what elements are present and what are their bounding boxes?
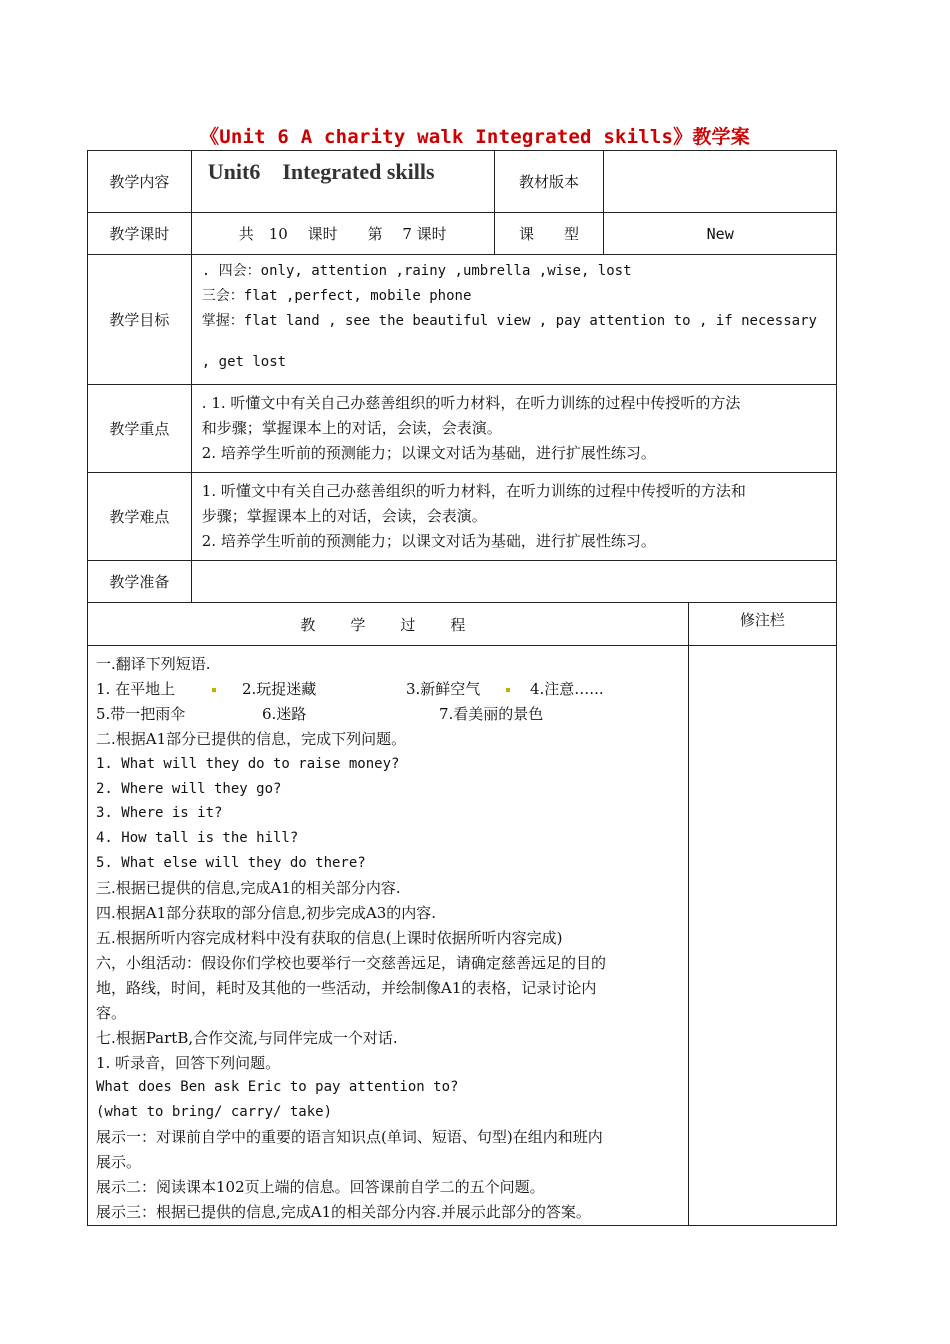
question-line: 2. Where will they go? (96, 780, 282, 797)
notes-column (688, 646, 836, 1226)
period-value: 共 10 课时 第 7 课时 (191, 213, 494, 255)
type-label: 课 型 (494, 213, 604, 255)
phrase-item: 1. 在平地上 (96, 679, 176, 698)
question-line: 5. What else will they do there? (96, 855, 366, 872)
unit-title: Unit6 Integrated skills (207, 159, 435, 184)
process-content (88, 646, 689, 1226)
show-line: 展示。 (96, 1153, 142, 1172)
step-line: 五.根据所听内容完成材料中没有获取的信息(上课时依据所听内容完成) (96, 928, 563, 947)
document-title: 《Unit 6 A charity walk Integrated skills》教学案 (200, 126, 750, 148)
goal-line: , get lost (201, 354, 287, 370)
question-line: 3. Where is it? (96, 805, 223, 822)
phrases-heading: 一.翻译下列短语. (96, 655, 211, 673)
step-line: 六，小组活动：假设你们学校也要举行一交慈善远足，请确定慈善远足的目的 (96, 953, 607, 972)
difficulty-line: 步骤；掌握课本上的对话，会读，会表演。 (201, 507, 487, 525)
step-line: 七.根据PartB,合作交流,与同伴完成一个对话. (96, 1028, 398, 1047)
phrase-item: 6.迷路 (262, 704, 307, 723)
question-line: 1. What will they do to raise money? (96, 755, 400, 772)
key-point-line: 2. 培养学生听前的预测能力；以课文对话为基础，进行扩展性练习。 (201, 444, 656, 462)
difficulty-line: 2. 培养学生听前的预测能力；以课文对话为基础，进行扩展性练习。 (201, 532, 656, 550)
phrase-item: 2.玩捉迷藏 (242, 679, 317, 698)
edition-value (604, 151, 837, 213)
goals-label: 教学目标 (88, 255, 192, 385)
phrase-item: 4.注意…... (530, 679, 604, 698)
key-points-content (191, 385, 836, 473)
marker-dot (506, 688, 510, 692)
listening-hint: (what to bring/ carry/ take) (96, 1104, 333, 1121)
step-line: 1. 听录音，回答下列问题。 (96, 1053, 281, 1072)
phrase-item: 7.看美丽的景色 (439, 704, 544, 723)
phrase-row (96, 702, 680, 727)
difficulties-content (191, 473, 836, 561)
type-value: New (604, 213, 837, 255)
process-header: 教 学 过 程 (88, 603, 689, 646)
phrase-row (96, 677, 680, 702)
edition-label: 教材版本 (494, 151, 604, 213)
phrase-item: 3.新鲜空气 (406, 679, 481, 698)
step-line: 四.根据A1部分获取的部分信息,初步完成A3的内容. (96, 904, 437, 923)
show-line: 展示三：根据已提供的信息,完成A1的相关部分内容.并展示此部分的答案。 (96, 1202, 591, 1221)
lesson-info-table (87, 150, 837, 603)
key-point-line: . 1. 听懂文中有关自己办慈善组织的听力材料，在听力训练的过程中传授听的方法 (201, 394, 741, 412)
questions-heading: 二.根据A1部分已提供的信息，完成下列问题。 (96, 729, 407, 748)
content-label: 教学内容 (88, 151, 192, 213)
marker-dot (212, 688, 216, 692)
notes-header: 修注栏 (688, 603, 836, 646)
content-value (191, 151, 494, 213)
difficulties-label: 教学难点 (88, 473, 192, 561)
preparation-label: 教学准备 (88, 561, 192, 603)
goals-content (191, 255, 836, 385)
goal-line: . 四会：only, attention ,rainy ,umbrella ,wise, lost (201, 263, 632, 279)
key-points-label: 教学重点 (88, 385, 192, 473)
show-line: 展示一：对课前自学中的重要的语言知识点(单词、短语、句型)在组内和班内 (96, 1128, 603, 1147)
phrase-item: 5.带一把雨伞 (96, 704, 186, 723)
question-line: 4. How tall is the hill? (96, 830, 299, 847)
show-line: 展示二：阅读课本102页上端的信息。回答课前自学二的五个问题。 (96, 1178, 545, 1197)
process-table (87, 602, 837, 1226)
period-label: 教学课时 (88, 213, 192, 255)
step-line: 地，路线，时间，耗时及其他的一些活动，并绘制像A1的表格，记录讨论内 (96, 978, 597, 997)
listening-question: What does Ben ask Eric to pay attention to? (96, 1079, 459, 1096)
goal-line: 掌握：flat land , see the beautiful view , pay attention to , if necessary (201, 313, 817, 329)
goal-line: 三会：flat ,perfect, mobile phone (201, 288, 472, 304)
difficulty-line: 1. 听懂文中有关自己办慈善组织的听力材料，在听力训练的过程中传授听的方法和 (201, 482, 746, 500)
key-point-line: 和步骤；掌握课本上的对话，会读，会表演。 (201, 419, 502, 437)
step-line: 三.根据已提供的信息,完成A1的相关部分内容. (96, 879, 401, 898)
preparation-value (191, 561, 836, 603)
step-line: 容。 (96, 1003, 127, 1022)
